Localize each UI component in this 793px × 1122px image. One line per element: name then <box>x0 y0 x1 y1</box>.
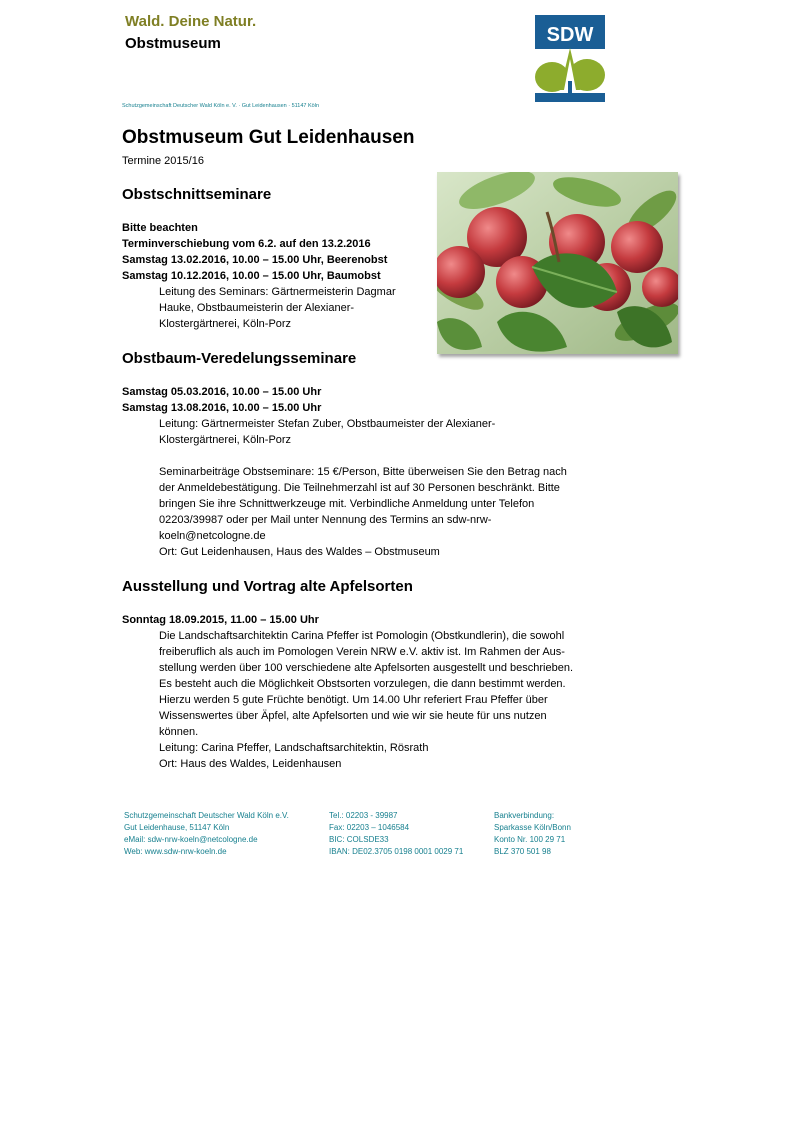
header-subtitle: Obstmuseum <box>125 35 221 52</box>
apple-tree-photo <box>437 172 678 354</box>
page-title: Obstmuseum Gut Leidenhausen <box>122 127 415 148</box>
section1-heading: Obstschnittseminare <box>122 186 272 203</box>
note-postponement: Terminverschiebung vom 6.2. auf den 13.2.2016 <box>122 238 371 250</box>
svg-text:SDW: SDW <box>546 24 594 46</box>
date-line: Samstag 13.02.2016, 10.00 – 15.00 Uhr, Beerenobst <box>122 254 388 266</box>
footer-contact: Tel.: 02203 - 39987 Fax: 02203 – 1046584 BIC: COLSDE33 IBAN: DE02.3705 0198 0001 0029 71 <box>329 811 464 856</box>
footer-address: Schutzgemeinschaft Deutscher Wald Köln e.V. Gut Leidenhause, 51147 Köln eMail: sdw-nrw-koeln@netcologne.de Web: www.sdw-nrw-koeln.de <box>124 811 289 856</box>
seminar-lead: Leitung: Gärtnermeister Stefan Zuber, Obstbaumeister der Alexianer- Klostergärtnerei, Köln-Porz <box>159 418 496 446</box>
sender-line: Schutzgemeinschaft Deutscher Wald Köln e. V. · Gut Leidenhausen · 51147 Köln <box>122 103 319 109</box>
sdw-logo <box>535 15 605 102</box>
seminar-info: Seminarbeiträge Obstseminare: 15 €/Person, Bitte überweisen Sie den Betrag nach der Anmeldebestätigung. Die Teilnehmerzahl ist auf 30 Personen beschränkt. Bitte bringen Sie ihre Schnittwerkzeuge mit. Verbindliche Anmeldung unter Telefon 02203/39987 oder per Mail unter Nennung des Termins an sdw-nrw- koeln@netcologne.de Ort: Gut Leidenhausen, Haus des Waldes – Obstmuseum <box>159 466 567 558</box>
tagline: Wald. Deine Natur. <box>125 13 257 30</box>
date-line: Samstag 05.03.2016, 10.00 – 15.00 Uhr <box>122 386 322 398</box>
note-please: Bitte beachten <box>122 222 198 234</box>
date-line: Sonntag 18.09.2015, 11.00 – 15.00 Uhr <box>122 614 319 626</box>
section2-heading: Obstbaum-Veredelungsseminare <box>122 350 357 367</box>
footer-bank: Bankverbindung: Sparkasse Köln/Bonn Konto Nr. 100 29 71 BLZ 370 501 98 <box>494 811 571 856</box>
exhibition-text: Die Landschaftsarchitektin Carina Pfeffer ist Pomologin (Obstkundlerin), die sowohl freiberuflich als auch im Pomologen Verein NRW e.V. aktiv ist. Im Rahmen der Aus- stellung werden über 100 verschiedene alte Apfelsorten ausgestellt und beschrieben. Es besteht auch die Möglichkeit Obstsorten vorzulegen, die dann bestimmt werden. Hierzu werden 5 gute Früchte benötigt. Um 14.00 Uhr referiert Frau Pfeffer über Wissenswertes über Äpfel, alte Apfelsorten und wie wir sie heute für uns nutzen können. Leitung: Carina Pfeffer, Landschaftsarchitektin, Rösrath Ort: Haus des Waldes, Leidenhausen <box>159 630 573 770</box>
dates-line: Termine 2015/16 <box>122 155 204 167</box>
date-line: Samstag 10.12.2016, 10.00 – 15.00 Uhr, Baumobst <box>122 270 381 282</box>
section3-heading: Ausstellung und Vortrag alte Apfelsorten <box>122 578 413 595</box>
sdw-logo-icon <box>535 15 605 102</box>
seminar-lead: Leitung des Seminars: Gärtnermeisterin Dagmar Hauke, Obstbaumeisterin der Alexianer- Klostergärtnerei, Köln-Porz <box>159 286 396 330</box>
date-line: Samstag 13.08.2016, 10.00 – 15.00 Uhr <box>122 402 322 414</box>
